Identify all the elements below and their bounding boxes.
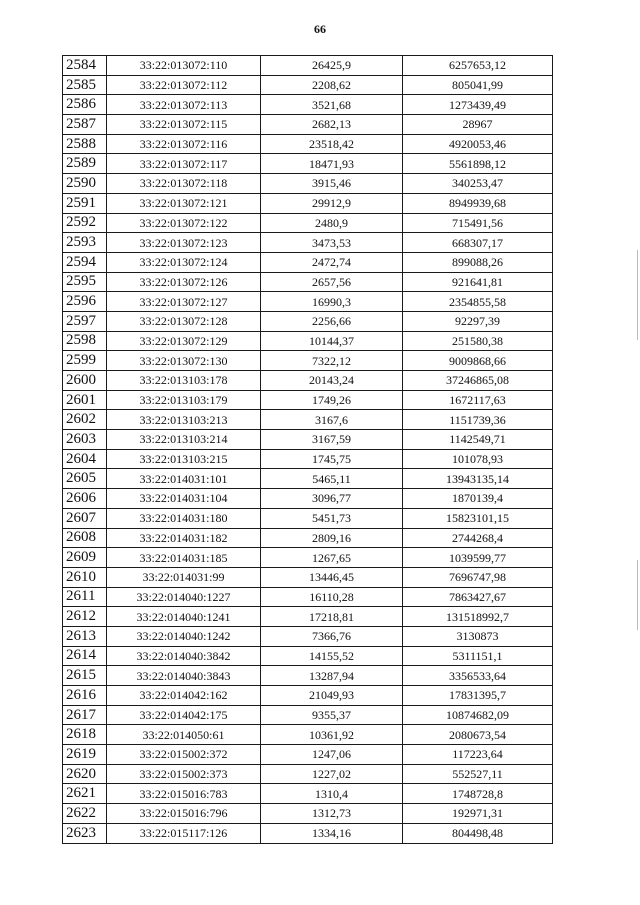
cadastral-number-cell: 33:22:013103:214 xyxy=(107,430,261,450)
row-number-cell: 2613 xyxy=(63,626,107,646)
area-cell: 1227,02 xyxy=(261,764,403,784)
cadastral-number-cell: 33:22:013103:179 xyxy=(107,390,261,410)
row-number-cell: 2594 xyxy=(63,252,107,272)
row-number-cell: 2620 xyxy=(63,764,107,784)
cadastral-number-cell: 33:22:015002:372 xyxy=(107,745,261,765)
table-row xyxy=(63,174,553,194)
row-number-cell: 2614 xyxy=(63,646,107,666)
cadastral-value-cell: 921641,81 xyxy=(403,272,553,292)
cadastral-number-cell: 33:22:013072:130 xyxy=(107,351,261,371)
table-row xyxy=(63,764,553,784)
area-cell: 2256,66 xyxy=(261,311,403,331)
row-number-cell: 2586 xyxy=(63,95,107,115)
land-plots-table xyxy=(62,55,553,844)
area-cell: 1312,73 xyxy=(261,804,403,824)
area-cell: 29912,9 xyxy=(261,193,403,213)
table-row xyxy=(63,469,553,489)
cadastral-number-cell: 33:22:013072:122 xyxy=(107,213,261,233)
cadastral-number-cell: 33:22:014031:185 xyxy=(107,548,261,568)
area-cell: 26425,9 xyxy=(261,56,403,76)
cadastral-number-cell: 33:22:013072:118 xyxy=(107,174,261,194)
row-number-cell: 2598 xyxy=(63,331,107,351)
row-number-cell: 2612 xyxy=(63,607,107,627)
cadastral-value-cell: 6257653,12 xyxy=(403,56,553,76)
cadastral-value-cell: 9009868,66 xyxy=(403,351,553,371)
cadastral-number-cell: 33:22:014040:3843 xyxy=(107,666,261,686)
table-row xyxy=(63,134,553,154)
row-number-cell: 2590 xyxy=(63,174,107,194)
row-number-cell: 2618 xyxy=(63,725,107,745)
cadastral-number-cell: 33:22:015016:783 xyxy=(107,784,261,804)
table-row xyxy=(63,430,553,450)
row-number-cell: 2602 xyxy=(63,410,107,430)
area-cell: 21049,93 xyxy=(261,686,403,706)
table-row xyxy=(63,252,553,272)
table-row xyxy=(63,626,553,646)
cadastral-number-cell: 33:22:015016:796 xyxy=(107,804,261,824)
table-row xyxy=(63,292,553,312)
row-number-cell: 2599 xyxy=(63,351,107,371)
cadastral-value-cell: 37246865,08 xyxy=(403,371,553,391)
table-row xyxy=(63,823,553,843)
cadastral-number-cell: 33:22:013103:178 xyxy=(107,371,261,391)
area-cell: 2208,62 xyxy=(261,75,403,95)
cadastral-number-cell: 33:22:013072:112 xyxy=(107,75,261,95)
row-number-cell: 2585 xyxy=(63,75,107,95)
cadastral-value-cell: 2354855,58 xyxy=(403,292,553,312)
area-cell: 3473,53 xyxy=(261,233,403,253)
row-number-cell: 2604 xyxy=(63,449,107,469)
row-number-cell: 2609 xyxy=(63,548,107,568)
cadastral-value-cell: 715491,56 xyxy=(403,213,553,233)
cadastral-value-cell: 10874682,09 xyxy=(403,705,553,725)
table-row xyxy=(63,213,553,233)
cadastral-number-cell: 33:22:013072:124 xyxy=(107,252,261,272)
table-body xyxy=(63,56,553,844)
row-number-cell: 2621 xyxy=(63,784,107,804)
area-cell: 3521,68 xyxy=(261,95,403,115)
cadastral-number-cell: 33:22:014031:182 xyxy=(107,528,261,548)
area-cell: 3167,59 xyxy=(261,430,403,450)
area-cell: 2657,56 xyxy=(261,272,403,292)
row-number-cell: 2607 xyxy=(63,508,107,528)
row-number-cell: 2601 xyxy=(63,390,107,410)
area-cell: 16990,3 xyxy=(261,292,403,312)
cadastral-value-cell: 101078,93 xyxy=(403,449,553,469)
row-number-cell: 2591 xyxy=(63,193,107,213)
cadastral-value-cell: 1273439,49 xyxy=(403,95,553,115)
table-row xyxy=(63,587,553,607)
cadastral-number-cell: 33:22:013072:110 xyxy=(107,56,261,76)
table-row xyxy=(63,154,553,174)
table-row xyxy=(63,75,553,95)
cadastral-number-cell: 33:22:013072:126 xyxy=(107,272,261,292)
table-row xyxy=(63,449,553,469)
cadastral-value-cell: 804498,48 xyxy=(403,823,553,843)
area-cell: 10361,92 xyxy=(261,725,403,745)
table-row xyxy=(63,272,553,292)
cadastral-value-cell: 131518992,7 xyxy=(403,607,553,627)
row-number-cell: 2617 xyxy=(63,705,107,725)
cadastral-value-cell: 1142549,71 xyxy=(403,430,553,450)
table-row xyxy=(63,705,553,725)
cadastral-value-cell: 17831395,7 xyxy=(403,686,553,706)
cadastral-value-cell: 3130873 xyxy=(403,626,553,646)
row-number-cell: 2595 xyxy=(63,272,107,292)
table-row xyxy=(63,804,553,824)
page-number: 66 xyxy=(314,22,326,36)
cadastral-value-cell: 15823101,15 xyxy=(403,508,553,528)
cadastral-value-cell: 5311151,1 xyxy=(403,646,553,666)
row-number-cell: 2623 xyxy=(63,823,107,843)
cadastral-number-cell: 33:22:013072:129 xyxy=(107,331,261,351)
area-cell: 3096,77 xyxy=(261,489,403,509)
table-row xyxy=(63,311,553,331)
area-cell: 1247,06 xyxy=(261,745,403,765)
cadastral-number-cell: 33:22:013103:213 xyxy=(107,410,261,430)
cadastral-number-cell: 33:22:014040:1227 xyxy=(107,587,261,607)
table-row xyxy=(63,567,553,587)
row-number-cell: 2605 xyxy=(63,469,107,489)
table-row xyxy=(63,371,553,391)
cadastral-value-cell: 92297,39 xyxy=(403,311,553,331)
area-cell: 1310,4 xyxy=(261,784,403,804)
cadastral-number-cell: 33:22:014050:61 xyxy=(107,725,261,745)
table-row xyxy=(63,607,553,627)
table-row xyxy=(63,390,553,410)
cadastral-number-cell: 33:22:015117:126 xyxy=(107,823,261,843)
scan-edge-line xyxy=(637,250,638,340)
cadastral-number-cell: 33:22:014031:99 xyxy=(107,567,261,587)
area-cell: 5465,11 xyxy=(261,469,403,489)
cadastral-number-cell: 33:22:013072:117 xyxy=(107,154,261,174)
area-cell: 1749,26 xyxy=(261,390,403,410)
row-number-cell: 2597 xyxy=(63,311,107,331)
table-row xyxy=(63,666,553,686)
row-number-cell: 2584 xyxy=(63,56,107,76)
cadastral-value-cell: 1870139,4 xyxy=(403,489,553,509)
cadastral-value-cell: 4920053,46 xyxy=(403,134,553,154)
area-cell: 14155,52 xyxy=(261,646,403,666)
cadastral-number-cell: 33:22:013072:115 xyxy=(107,115,261,135)
row-number-cell: 2600 xyxy=(63,371,107,391)
cadastral-number-cell: 33:22:013103:215 xyxy=(107,449,261,469)
table-row xyxy=(63,410,553,430)
area-cell: 7366,76 xyxy=(261,626,403,646)
area-cell: 16110,28 xyxy=(261,587,403,607)
table-row xyxy=(63,193,553,213)
row-number-cell: 2592 xyxy=(63,213,107,233)
cadastral-value-cell: 192971,31 xyxy=(403,804,553,824)
cadastral-value-cell: 117223,64 xyxy=(403,745,553,765)
cadastral-number-cell: 33:22:013072:128 xyxy=(107,311,261,331)
cadastral-value-cell: 899088,26 xyxy=(403,252,553,272)
table-row xyxy=(63,489,553,509)
area-cell: 3167,6 xyxy=(261,410,403,430)
cadastral-value-cell: 5561898,12 xyxy=(403,154,553,174)
table-row xyxy=(63,646,553,666)
cadastral-value-cell: 340253,47 xyxy=(403,174,553,194)
cadastral-value-cell: 3356533,64 xyxy=(403,666,553,686)
area-cell: 2472,74 xyxy=(261,252,403,272)
area-cell: 2682,13 xyxy=(261,115,403,135)
row-number-cell: 2611 xyxy=(63,587,107,607)
cadastral-number-cell: 33:22:014031:180 xyxy=(107,508,261,528)
table-row xyxy=(63,784,553,804)
cadastral-number-cell: 33:22:013072:113 xyxy=(107,95,261,115)
area-cell: 18471,93 xyxy=(261,154,403,174)
row-number-cell: 2606 xyxy=(63,489,107,509)
row-number-cell: 2593 xyxy=(63,233,107,253)
table-row xyxy=(63,508,553,528)
table-row xyxy=(63,745,553,765)
cadastral-value-cell: 668307,17 xyxy=(403,233,553,253)
cadastral-number-cell: 33:22:013072:121 xyxy=(107,193,261,213)
table-row xyxy=(63,686,553,706)
table-row xyxy=(63,351,553,371)
area-cell: 20143,24 xyxy=(261,371,403,391)
area-cell: 2809,16 xyxy=(261,528,403,548)
row-number-cell: 2588 xyxy=(63,134,107,154)
table-row xyxy=(63,95,553,115)
cadastral-number-cell: 33:22:015002:373 xyxy=(107,764,261,784)
cadastral-value-cell: 1039599,77 xyxy=(403,548,553,568)
area-cell: 5451,73 xyxy=(261,508,403,528)
cadastral-number-cell: 33:22:014042:175 xyxy=(107,705,261,725)
row-number-cell: 2589 xyxy=(63,154,107,174)
area-cell: 1334,16 xyxy=(261,823,403,843)
row-number-cell: 2596 xyxy=(63,292,107,312)
table-row xyxy=(63,115,553,135)
cadastral-number-cell: 33:22:013072:127 xyxy=(107,292,261,312)
table-row xyxy=(63,528,553,548)
area-cell: 23518,42 xyxy=(261,134,403,154)
table-row xyxy=(63,548,553,568)
cadastral-number-cell: 33:22:013072:116 xyxy=(107,134,261,154)
cadastral-value-cell: 13943135,14 xyxy=(403,469,553,489)
cadastral-value-cell: 1672117,63 xyxy=(403,390,553,410)
row-number-cell: 2610 xyxy=(63,567,107,587)
cadastral-value-cell: 7696747,98 xyxy=(403,567,553,587)
area-cell: 1745,75 xyxy=(261,449,403,469)
cadastral-value-cell: 1151739,36 xyxy=(403,410,553,430)
row-number-cell: 2616 xyxy=(63,686,107,706)
area-cell: 13287,94 xyxy=(261,666,403,686)
row-number-cell: 2615 xyxy=(63,666,107,686)
cadastral-value-cell: 805041,99 xyxy=(403,75,553,95)
area-cell: 3915,46 xyxy=(261,174,403,194)
area-cell: 10144,37 xyxy=(261,331,403,351)
area-cell: 1267,65 xyxy=(261,548,403,568)
cadastral-value-cell: 2080673,54 xyxy=(403,725,553,745)
cadastral-number-cell: 33:22:014042:162 xyxy=(107,686,261,706)
area-cell: 2480,9 xyxy=(261,213,403,233)
row-number-cell: 2608 xyxy=(63,528,107,548)
row-number-cell: 2587 xyxy=(63,115,107,135)
cadastral-value-cell: 251580,38 xyxy=(403,331,553,351)
cadastral-value-cell: 28967 xyxy=(403,115,553,135)
scan-edge-line xyxy=(637,560,638,630)
table-row xyxy=(63,725,553,745)
row-number-cell: 2603 xyxy=(63,430,107,450)
row-number-cell: 2619 xyxy=(63,745,107,765)
cadastral-value-cell: 8949939,68 xyxy=(403,193,553,213)
table-row xyxy=(63,233,553,253)
area-cell: 7322,12 xyxy=(261,351,403,371)
cadastral-number-cell: 33:22:014040:3842 xyxy=(107,646,261,666)
cadastral-number-cell: 33:22:014031:104 xyxy=(107,489,261,509)
cadastral-value-cell: 7863427,67 xyxy=(403,587,553,607)
row-number-cell: 2622 xyxy=(63,804,107,824)
cadastral-number-cell: 33:22:014040:1241 xyxy=(107,607,261,627)
cadastral-value-cell: 1748728,8 xyxy=(403,784,553,804)
cadastral-number-cell: 33:22:014031:101 xyxy=(107,469,261,489)
cadastral-number-cell: 33:22:013072:123 xyxy=(107,233,261,253)
table-row xyxy=(63,56,553,76)
area-cell: 9355,37 xyxy=(261,705,403,725)
cadastral-value-cell: 552527,11 xyxy=(403,764,553,784)
area-cell: 17218,81 xyxy=(261,607,403,627)
cadastral-number-cell: 33:22:014040:1242 xyxy=(107,626,261,646)
table-row xyxy=(63,331,553,351)
area-cell: 13446,45 xyxy=(261,567,403,587)
cadastral-value-cell: 2744268,4 xyxy=(403,528,553,548)
